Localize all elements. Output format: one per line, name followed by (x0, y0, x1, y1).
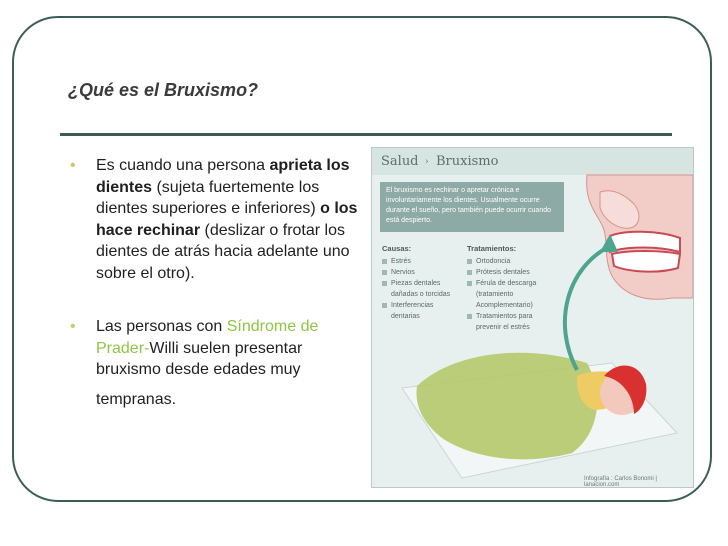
treatment-item: Férula de descarga (tratamiento Acomplementario) (467, 278, 551, 311)
infographic-credit: Infografía : Carlos Bonomi | lanacion.com (584, 476, 657, 488)
infographic-topic: Bruxismo (436, 154, 499, 169)
bullet-text: (sujeta fuertemente los dientes superiores e inferiores) (96, 178, 321, 217)
lower-teeth (612, 251, 680, 272)
infographic-section: Salud (381, 154, 419, 169)
slide-title: ¿Qué es el Bruxismo? (68, 80, 259, 100)
chevron-right-icon: › (425, 157, 429, 167)
infographic-description: El bruxismo es rechinar o apretar crónica e involuntariamente los dientes. Usualmente ocurre durante el sueño, pero también puede ocurrir cuando está despierto. (386, 187, 551, 224)
causes-list (382, 256, 462, 322)
bullet-list (70, 155, 360, 410)
bullet-text: Es cuando una persona (96, 157, 270, 174)
causes-heading: Causas: (382, 244, 412, 253)
cause-item: Estrés (382, 256, 462, 267)
cause-item: Piezas dentales dañadas o torcidas (382, 278, 462, 300)
bullet-bold-text: o los hace rechinar (96, 200, 358, 239)
cause-item: Interferencias dentarias (382, 300, 462, 322)
arrow-line (565, 246, 610, 370)
bullet-text: (deslizar o frotar los dientes de atrás hacia adelante uno sobre el otro). (96, 221, 350, 282)
bullet-highlight-text: Síndrome de Prader- (96, 318, 319, 357)
treatments-list (467, 256, 551, 333)
bullet-bold-text: aprieta los dientes (96, 157, 350, 196)
bullet-item (70, 316, 360, 410)
bullet-text: Willi suelen presentar bruxismo desde edades muy (96, 339, 303, 378)
treatment-item: Prótesis dentales (467, 267, 551, 278)
bullet-dot-icon: • (70, 318, 76, 335)
treatment-item: Tratamientos para prevenir el estrés (467, 311, 551, 333)
title-divider (60, 133, 672, 136)
bullet-text: tempranas. (96, 390, 177, 408)
bullet-item (70, 155, 360, 284)
treatments-heading: Tratamientos: (467, 244, 517, 253)
treatment-item: Ortodoncia (467, 256, 551, 267)
bullet-text: Las personas con (96, 318, 227, 335)
bruxism-infographic (371, 147, 694, 488)
bullet-dot-icon: • (70, 157, 76, 174)
cause-item: Nervios (382, 267, 462, 278)
